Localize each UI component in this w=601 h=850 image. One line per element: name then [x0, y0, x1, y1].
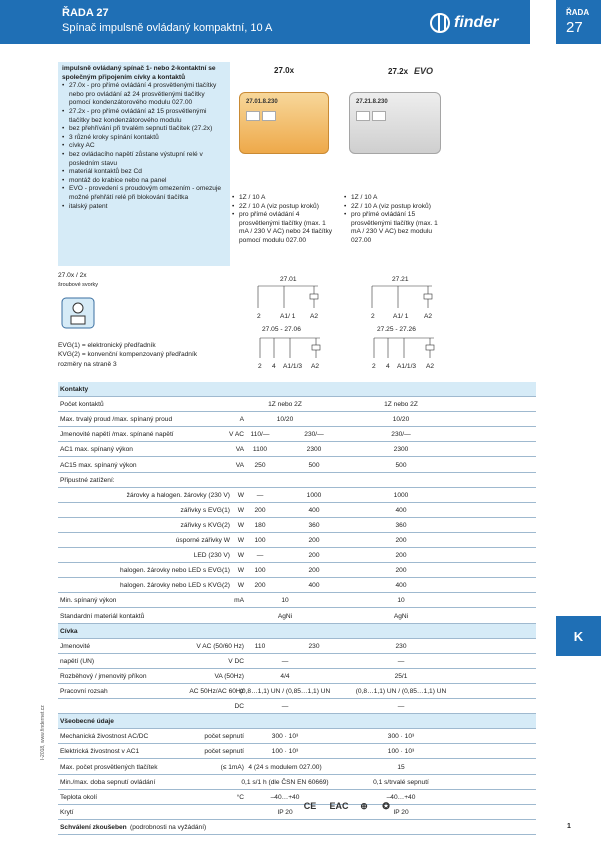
terminal-a113: A1/1/3	[397, 363, 417, 370]
diagram-4-label: 27.25 - 27.26	[377, 326, 416, 333]
table-cell-a: 200	[254, 506, 266, 514]
table-cell-label: Rozběhový / jmenovitý příkon	[60, 672, 147, 680]
section-k-tab: K	[556, 616, 601, 656]
table-cell-a: —	[256, 552, 264, 560]
table-cell-b: 230	[308, 642, 320, 650]
table-cell-v2: 0,1 s/trvalé sepnutí	[373, 778, 429, 786]
logo-text: finder	[454, 14, 499, 31]
table-cell-b: 1000	[306, 491, 322, 499]
table-cell-unit: A	[239, 416, 244, 424]
table-cell-v2: —	[397, 657, 405, 665]
model-2-header	[388, 66, 433, 76]
table-cell-label: AC1 max. spínaný výkon	[60, 446, 133, 454]
table-cell-label: Počet kontaktů	[60, 401, 104, 409]
table-row	[58, 578, 536, 593]
table-cell-a: 1100	[252, 446, 268, 454]
table-cell-v2: 230	[395, 642, 407, 650]
table-row	[58, 729, 536, 744]
table-cell-label: Max. trvalý proud /max. spínaný proud	[60, 416, 173, 424]
screw-terminal-icon	[60, 296, 96, 330]
table-cell-label: Jmenovité napětí /max. spínané napětí	[60, 431, 174, 439]
table-cell-a: 110/—	[250, 431, 270, 439]
table-cell-v2: 400	[395, 506, 407, 514]
table-row	[58, 744, 536, 759]
table-cell-label: napětí (UN)	[60, 657, 95, 665]
table-cell-b: 200	[308, 537, 320, 544]
table-row	[58, 639, 536, 654]
table-cell-v1: —	[281, 703, 289, 711]
table-cell-v1: –40…+40	[270, 793, 300, 801]
table-cell-b: 200	[308, 552, 320, 560]
table-cell-v1: 10/20	[276, 416, 294, 424]
series-tab-number: 27	[566, 19, 583, 36]
model-2-name: 27.2x	[388, 67, 409, 76]
terminal-2: 2	[372, 363, 376, 370]
table-cell-unit: V AC	[228, 431, 244, 439]
description-title: impulsně ovládaný spínač 1- nebo 2-kontaktní se společným připojením cívky a kontaktů	[62, 65, 216, 81]
table-cell-v2: 200	[395, 567, 407, 575]
cert-mark-icon: ✪	[382, 800, 390, 811]
table-row	[58, 820, 536, 835]
table-cell-label: Max. počet prosvětlených tlačítek	[60, 763, 158, 771]
table-cell-a: 100	[254, 567, 266, 575]
table-cell-unit: AC 50Hz/AC 60Hz	[189, 688, 244, 695]
table-cell-v1: 300 · 10³	[271, 733, 299, 741]
table-cell-a: —	[256, 491, 264, 499]
table-cell-label: Připustné zatížení:	[60, 476, 115, 484]
terminal-icon	[372, 111, 386, 121]
evo-logo: EVO	[414, 66, 434, 76]
evg-note: EVG(1) = elektronický předřadník	[58, 342, 156, 349]
table-row	[58, 518, 536, 533]
table-row	[58, 684, 536, 699]
description-item: • cívky AC	[62, 142, 226, 151]
table-row	[58, 699, 536, 714]
table-cell-b: 400	[308, 582, 320, 590]
terminal-a2: A2	[424, 313, 433, 320]
table-cell-v2: 300 · 10³	[387, 733, 415, 741]
table-cell-v2: (0,8…1,1) UN / (0,85…1,1) UN	[355, 688, 447, 695]
terminal-4: 4	[386, 363, 390, 370]
description-item: • 27.0x - pro přímé ovládání 4 prosvětlenými tlačítky nebo pro ovládání až 24 prosvětlenými tlačítky pomocí kondenzátorového modulu 027.00	[62, 82, 226, 108]
table-cell-sub: halogen. žárovky nebo LED s KVG(2)	[120, 582, 230, 590]
table-cell-v1: IP 20	[277, 808, 293, 816]
page-header	[0, 0, 530, 44]
eac-mark-icon: EAC	[329, 801, 349, 811]
table-cell-v1: 0,1 s/1 h (dle ČSN EN 60669)	[241, 778, 329, 786]
ce-mark-icon: CE	[303, 801, 317, 811]
table-cell-unit: V DC	[228, 657, 244, 665]
table-cell-label: Schválení zkoušeben	[60, 823, 127, 831]
cert-mark-icon: ⊕	[360, 800, 368, 811]
table-cell-sub: zářivky s KVG(2)	[180, 521, 230, 529]
table-cell-v2: IP 20	[393, 808, 409, 816]
table-cell-v2: 100 · 10³	[387, 748, 415, 756]
relay-image-2	[349, 92, 441, 154]
table-cell-unit: VA	[235, 446, 244, 454]
footer-source: I-2018, www.findernet.cz	[40, 705, 46, 760]
terminal-icon	[246, 111, 260, 121]
model-1-name: 27.0x	[274, 66, 295, 75]
table-cell-v2: 15	[397, 763, 405, 771]
table-cell-label: Standardní materiál kontaktů	[60, 612, 145, 620]
table-cell-v1: 4/4	[280, 672, 290, 680]
table-row	[58, 488, 536, 503]
table-cell-v1: 100 · 10³	[271, 748, 299, 756]
table-row	[58, 473, 536, 488]
table-cell-v1: 10	[281, 597, 289, 605]
spec-item: • 2Z / 10 A (viz postup kroků)	[232, 203, 337, 212]
table-cell-v2: 2300	[393, 446, 409, 454]
table-cell-label: Min./max. doba sepnutí ovládání	[60, 778, 156, 786]
table-cell-a: 100	[254, 537, 266, 544]
table-cell-label: Teplota okolí	[60, 793, 98, 801]
terminal-2: 2	[258, 363, 262, 370]
table-cell-a: 200	[254, 582, 266, 590]
terminal-type: 27.0x / 2x	[58, 272, 87, 279]
table-cell-b: 500	[308, 461, 320, 469]
dimensions-note: rozměry na straně 3	[58, 361, 117, 369]
table-cell-v2: 200	[395, 552, 407, 560]
table-cell-v1: (0,8…1,1) UN / (0,85…1,1) UN	[239, 688, 331, 695]
table-cell-b: 2300	[306, 446, 322, 454]
terminal-4: 4	[272, 363, 276, 370]
description-item: • bez ovládacího napětí zůstane výstupní relé v posledním stavu	[62, 151, 226, 168]
table-row	[58, 775, 536, 790]
table-cell-a: 250	[254, 461, 266, 469]
table-cell-b: 200	[308, 567, 320, 575]
kvg-note: KVG(2) = konvenční kompenzovaný předřadník	[58, 350, 198, 358]
table-cell-a: 180	[254, 521, 266, 529]
table-cell-b: 230/—	[304, 431, 324, 439]
table-cell-v2: 10/20	[392, 416, 410, 424]
table-cell-label: Krytí	[60, 808, 74, 816]
table-cell-unit: W	[237, 537, 244, 544]
table-row	[58, 458, 536, 473]
table-cell-unit: počet sepnutí	[204, 733, 244, 741]
terminal-2: 2	[371, 313, 375, 320]
table-cell-v2: 500	[395, 461, 407, 469]
table-cell-v2: 1Z nebo 2Z	[384, 401, 418, 409]
terminal-a2: A2	[311, 363, 320, 370]
table-cell-v1: AgNi	[277, 612, 293, 620]
spec-item: • pro přímé ovládání 15 prosvětlenými tlačítky (max. 1 mA / 230 V AC) bez modulu 027.00	[344, 211, 449, 245]
table-cell-unit: W	[237, 491, 244, 499]
terminal-a1: A1/ 1	[280, 313, 296, 320]
terminal-label	[58, 272, 178, 289]
terminal-a2: A2	[310, 313, 319, 320]
table-cell-label: Všeobecné údaje	[60, 718, 114, 726]
table-row	[58, 654, 536, 669]
table-cell-unit: °C	[236, 793, 244, 801]
table-cell-unit: V AC (50/60 Hz)	[196, 642, 244, 650]
table-cell-v2: 1000	[393, 491, 409, 499]
description-item: • bez přehřívání při trvalém sepnutí tlačítek (27.2x)	[62, 125, 226, 134]
wiring-diagram-4	[364, 336, 448, 362]
table-row	[58, 397, 536, 412]
terminal-a2: A2	[426, 363, 435, 370]
table-cell-v2: —	[397, 703, 405, 711]
table-row	[58, 427, 536, 442]
table-cell-unit: DC	[234, 703, 244, 711]
table-cell-sub: žárovky a halogen. žárovky (230 V)	[126, 491, 230, 499]
terminal-icon	[356, 111, 370, 121]
terminal-a113: A1/1/3	[283, 363, 303, 370]
table-row	[58, 805, 536, 820]
description-item: • materiál kontaktů bez Cd	[62, 168, 226, 177]
table-row	[58, 442, 536, 457]
table-cell-v2: 25/1	[394, 672, 408, 680]
table-cell-label: Pracovní rozsah	[60, 688, 108, 695]
table-row	[58, 563, 536, 578]
table-cell-v2: 200	[395, 537, 407, 544]
table-cell-label: Kontakty	[60, 386, 89, 393]
series-tab	[556, 0, 601, 44]
table-row	[58, 790, 536, 805]
wiring-diagram-2	[362, 284, 446, 312]
table-cell-label: AC15 max. spínaný výkon	[60, 461, 137, 469]
ballast-notes	[58, 342, 197, 370]
table-cell-unit: VA (50Hz)	[214, 672, 244, 680]
spec-item: • 2Z / 10 A (viz postup kroků)	[344, 203, 449, 212]
table-row	[58, 503, 536, 518]
table-cell-b: 400	[308, 506, 320, 514]
table-cell-unit: VA	[235, 461, 244, 469]
table-row	[58, 609, 536, 624]
table-cell-v2: 400	[395, 582, 407, 590]
table-cell-v2: 360	[395, 521, 407, 529]
relay-label: 27.21.8.230	[356, 99, 388, 105]
table-row	[58, 760, 536, 775]
series-subtitle: Spínač impulsně ovládaný kompaktní, 10 A	[62, 22, 273, 34]
table-cell-unit: (≤ 1mA)	[220, 763, 244, 771]
relay-label: 27.01.8.230	[246, 99, 278, 105]
table-cell-v2: 10	[397, 597, 405, 605]
table-cell-b: 360	[308, 521, 320, 529]
series-title: ŘADA 27	[62, 7, 109, 19]
description-box	[58, 62, 230, 266]
terminal-2: 2	[257, 313, 261, 320]
table-cell-label: Elektrická živostnost v AC1	[60, 748, 140, 756]
page-number: 1	[567, 823, 571, 830]
spec-item: • 1Z / 10 A	[344, 194, 449, 203]
relay-image-1	[239, 92, 329, 154]
table-cell-unit: W	[237, 552, 244, 560]
diagram-2-label: 27.21	[392, 276, 409, 283]
globe-icon	[430, 13, 450, 33]
terminal-subtype: šroubové svorky	[58, 281, 99, 288]
terminal-icon	[262, 111, 276, 121]
wiring-diagram-1	[248, 284, 332, 312]
spec-item: • 1Z / 10 A	[232, 194, 337, 203]
terminal-a1: A1/ 1	[393, 313, 409, 320]
table-cell-a: 110	[254, 642, 266, 650]
description-item: • EVO - provedení s proudovým omezením - omezuje možné přehřátí relé při blokování tlačítka	[62, 185, 226, 202]
table-row	[58, 412, 536, 427]
finder-logo	[430, 12, 522, 34]
description-item: • italský patent	[62, 203, 226, 212]
table-cell-label: Mechanická živostnost AC/DC	[60, 733, 149, 741]
table-section-header	[58, 624, 536, 639]
table-row	[58, 533, 536, 548]
table-cell-unit: počet sepnutí	[204, 748, 244, 756]
spec-item: • pro přímé ovládání 4 prosvětlenými tlačítky (max. 1 mA / 230 V AC) nebo 24 tlačítky pomocí modulu 027.00	[232, 211, 337, 245]
diagram-3-label: 27.05 - 27.06	[262, 326, 301, 333]
table-cell-sub: úsporné zářivky W	[175, 537, 230, 544]
table-cell-unit: W	[237, 521, 244, 529]
series-tab-label: ŘADA	[566, 8, 590, 17]
table-cell-unit: W	[237, 506, 244, 514]
description-item: • montáž do krabice nebo na panel	[62, 177, 226, 186]
table-section-header	[58, 714, 536, 729]
table-cell-v2: AgNi	[393, 612, 409, 620]
description-item: • 3 různé kroky spínání kontaktů	[62, 134, 226, 143]
table-row	[58, 669, 536, 684]
table-cell-label: Cívka	[60, 627, 78, 635]
model-2-specs	[344, 194, 449, 246]
table-cell-unit: W	[237, 567, 244, 575]
table-cell-v2: 230/—	[391, 431, 411, 439]
table-row	[58, 593, 536, 608]
table-cell-v1: —	[281, 657, 289, 665]
table-cell-sub: LED (230 V)	[193, 552, 230, 560]
table-cell-v2: –40…+40	[386, 793, 416, 801]
table-cell-v1: 4 (24 s modulem 027.00)	[248, 763, 322, 771]
table-cell-unit: mA	[234, 597, 244, 605]
table-cell-label: Jmenovité	[60, 642, 91, 650]
table-cell-label: Min. spínaný výkon	[60, 597, 117, 605]
table-section-header	[58, 382, 536, 397]
model-1-specs	[232, 194, 337, 246]
table-cell-unit: W	[237, 582, 244, 590]
table-cell-label_rest: (podrobnosti na vyžádání)	[130, 823, 207, 831]
table-row	[58, 548, 536, 563]
table-cell-v1: 1Z nebo 2Z	[268, 401, 302, 409]
table-cell-sub: halogen. žárovky nebo LED s EVG(1)	[120, 567, 230, 575]
diagram-1-label: 27.01	[280, 276, 297, 283]
description-item: • 27.2x - pro přímé ovládání až 15 prosvětlenými tlačítky bez kondenzátorového modulu	[62, 108, 226, 125]
table-cell-sub: zářivky s EVG(1)	[180, 506, 230, 514]
wiring-diagram-3	[250, 336, 334, 362]
